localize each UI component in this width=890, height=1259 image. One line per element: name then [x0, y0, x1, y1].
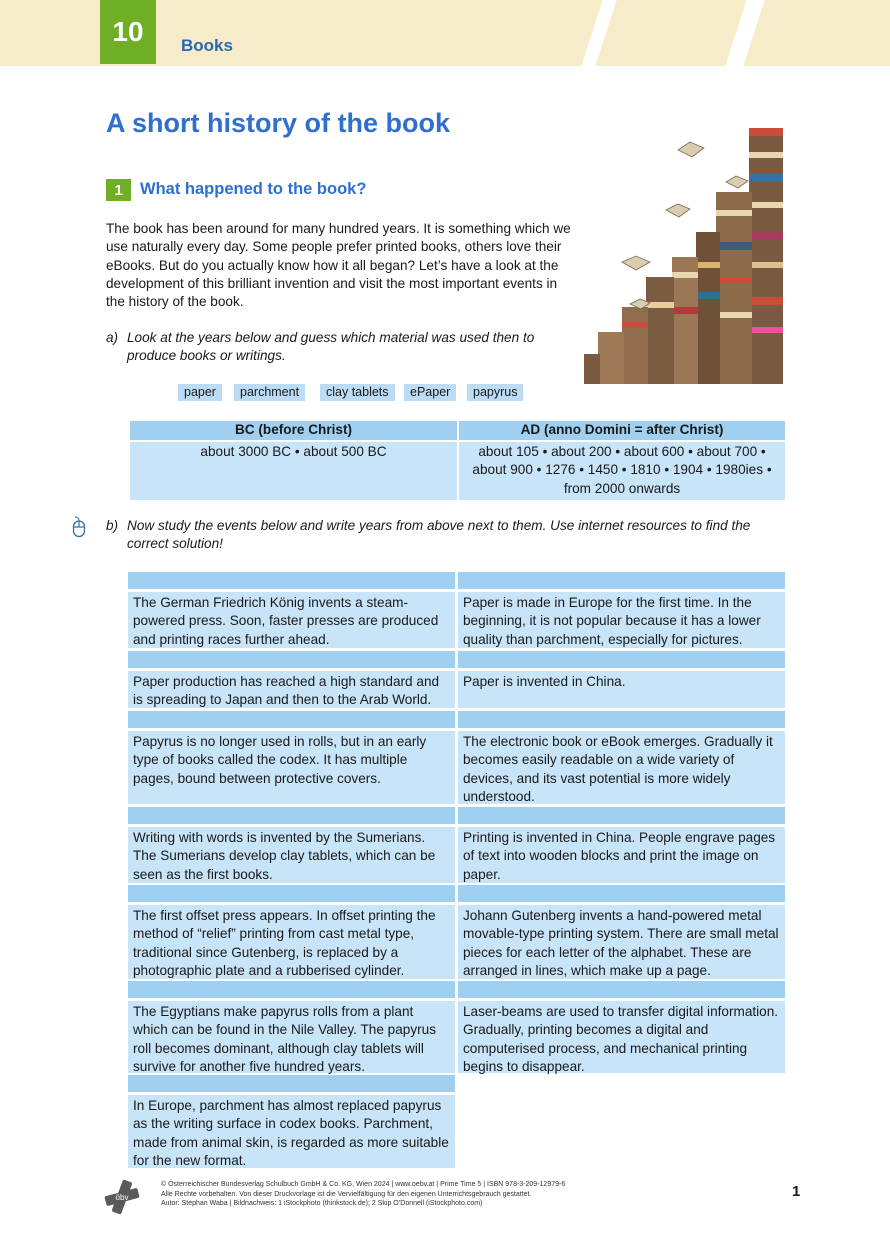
bc-column-header: BC (before Christ) — [129, 420, 458, 441]
task-part-a — [106, 329, 576, 366]
year-answer-field[interactable] — [128, 651, 455, 668]
task-number-badge: 1 — [106, 179, 131, 201]
year-answer-field[interactable] — [458, 711, 785, 728]
material-chip: paper — [178, 384, 222, 401]
event-card: The electronic book or eBook emerges. Gradually it becomes easily readable on a wide variety of devices, and its vast potential is more widely understood. — [458, 731, 785, 804]
footer-copyright: © Österreichischer Bundesverlag Schulbuch GmbH & Co. KG, Wien 2024 | www.oebv.at | Prime Time 5 | ISBN 978-3-209-12979-6 — [161, 1181, 566, 1188]
years-table — [128, 419, 787, 502]
year-answer-field[interactable] — [128, 807, 455, 824]
year-answer-field[interactable] — [128, 572, 455, 589]
event-card: Paper production has reached a high standard and is spreading to Japan and then to the Arab World. — [128, 671, 455, 708]
event-card: Papyrus is no longer used in rolls, but in an early type of books called the codex. It has multiple pages, bound between protective covers. — [128, 731, 455, 804]
ad-column-header: AD (anno Domini = after Christ) — [458, 420, 786, 441]
footer-credits — [161, 1180, 565, 1209]
year-answer-field[interactable] — [458, 572, 785, 589]
bc-years-cell: about 3000 BC • about 500 BC — [129, 441, 458, 501]
year-answer-field[interactable] — [458, 981, 785, 998]
event-card: The first offset press appears. In offset printing the method of “relief” printing from cast metal type, traditional since Gutenberg, is replaced by a photographic plate and a rubberised cylinder. — [128, 905, 455, 979]
unit-title: Books — [181, 36, 233, 55]
task-part-b — [106, 517, 786, 554]
publisher-logo — [104, 1178, 140, 1216]
mouse-icon — [72, 516, 86, 538]
year-answer-field[interactable] — [458, 651, 785, 668]
year-answer-field[interactable] — [458, 807, 785, 824]
material-chip: parchment — [234, 384, 305, 401]
part-b-label: b) — [106, 518, 119, 533]
material-chip: papyrus — [467, 384, 523, 401]
event-card: Paper is made in Europe for the first time. In the beginning, it is not popular because it has a lower quality than parchment, especially for pictures. — [458, 592, 785, 648]
footer-rights: Alle Rechte vorbehalten. Von dieser Druckvorlage ist die Vervielfältigung für den eigenen Unterrichtsgebrauch gestattet. — [161, 1190, 532, 1198]
page-number: 1 — [792, 1183, 801, 1200]
material-chip: ePaper — [404, 384, 456, 401]
part-a-label: a) — [106, 330, 119, 345]
year-answer-field[interactable] — [458, 885, 785, 902]
event-card: Writing with words is invented by the Sumerians. The Sumerians develop clay tablets, which can be seen as the first books. — [128, 827, 455, 883]
material-chip: clay tablets — [320, 384, 395, 401]
ad-years-cell: about 105 • about 200 • about 600 • about 700 • about 900 • 1276 • 1450 • 1810 • 1904 • 1980ies • from 2000 onwards — [458, 441, 786, 501]
part-b-instruction: Now study the events below and write years from above next to them. Use internet resources to find the correct solution! — [127, 518, 751, 552]
year-answer-field[interactable] — [128, 1075, 455, 1092]
task-title: What happened to the book? — [140, 180, 367, 198]
event-card: In Europe, parchment has almost replaced papyrus as the writing surface in codex books. Parchment, made from animal skin, is regarded as more suitable for the new format. — [128, 1095, 455, 1168]
footer-author: Autor: Stephan Waba | Bildnachweis: 1 iStockphoto (thinkstock.de); 2 Skip O’Donnell (iStockphoto.com) — [161, 1200, 483, 1207]
page-title: A short history of the book — [106, 108, 450, 138]
year-answer-field[interactable] — [128, 885, 455, 902]
event-card: Johann Gutenberg invents a hand-powered metal movable-type printing system. There are small metal pieces for each letter of the alphabet. These are arranged in lines, which make up a page. — [458, 905, 785, 979]
event-card: The German Friedrich König invents a steam-powered press. Soon, faster presses are produced and printing races further ahead. — [128, 592, 455, 648]
event-card: Printing is invented in China. People engrave pages of text into wooden blocks and print the image on paper. — [458, 827, 785, 883]
event-card: Paper is invented in China. — [458, 671, 785, 708]
unit-number-badge: 10 — [100, 0, 156, 64]
publisher-logo-text: öbv — [115, 1193, 129, 1202]
year-answer-field[interactable] — [128, 981, 455, 998]
flying-books-illustration — [584, 122, 786, 384]
part-a-instruction: Look at the years below and guess which material was used then to produce books or writings. — [127, 330, 535, 364]
book-stack-illustration — [584, 128, 783, 384]
intro-paragraph: The book has been around for many hundred years. It is something which we use naturally every day. Some people prefer printed books, others love their eBooks. But do you actually know how it all began? Let’s have a look at the development of this brilliant invention and visit the most important events in the history of the book. — [106, 221, 571, 310]
year-answer-field[interactable] — [128, 711, 455, 728]
event-card: The Egyptians make papyrus rolls from a plant which can be found in the Nile Valley. The papyrus roll becomes dominant, although clay tablets will survive for another five hundred years. — [128, 1001, 455, 1073]
event-card: Laser-beams are used to transfer digital information. Gradually, printing becomes a digital and computerised process, and mechanical printing begins to disappear. — [458, 1001, 785, 1073]
